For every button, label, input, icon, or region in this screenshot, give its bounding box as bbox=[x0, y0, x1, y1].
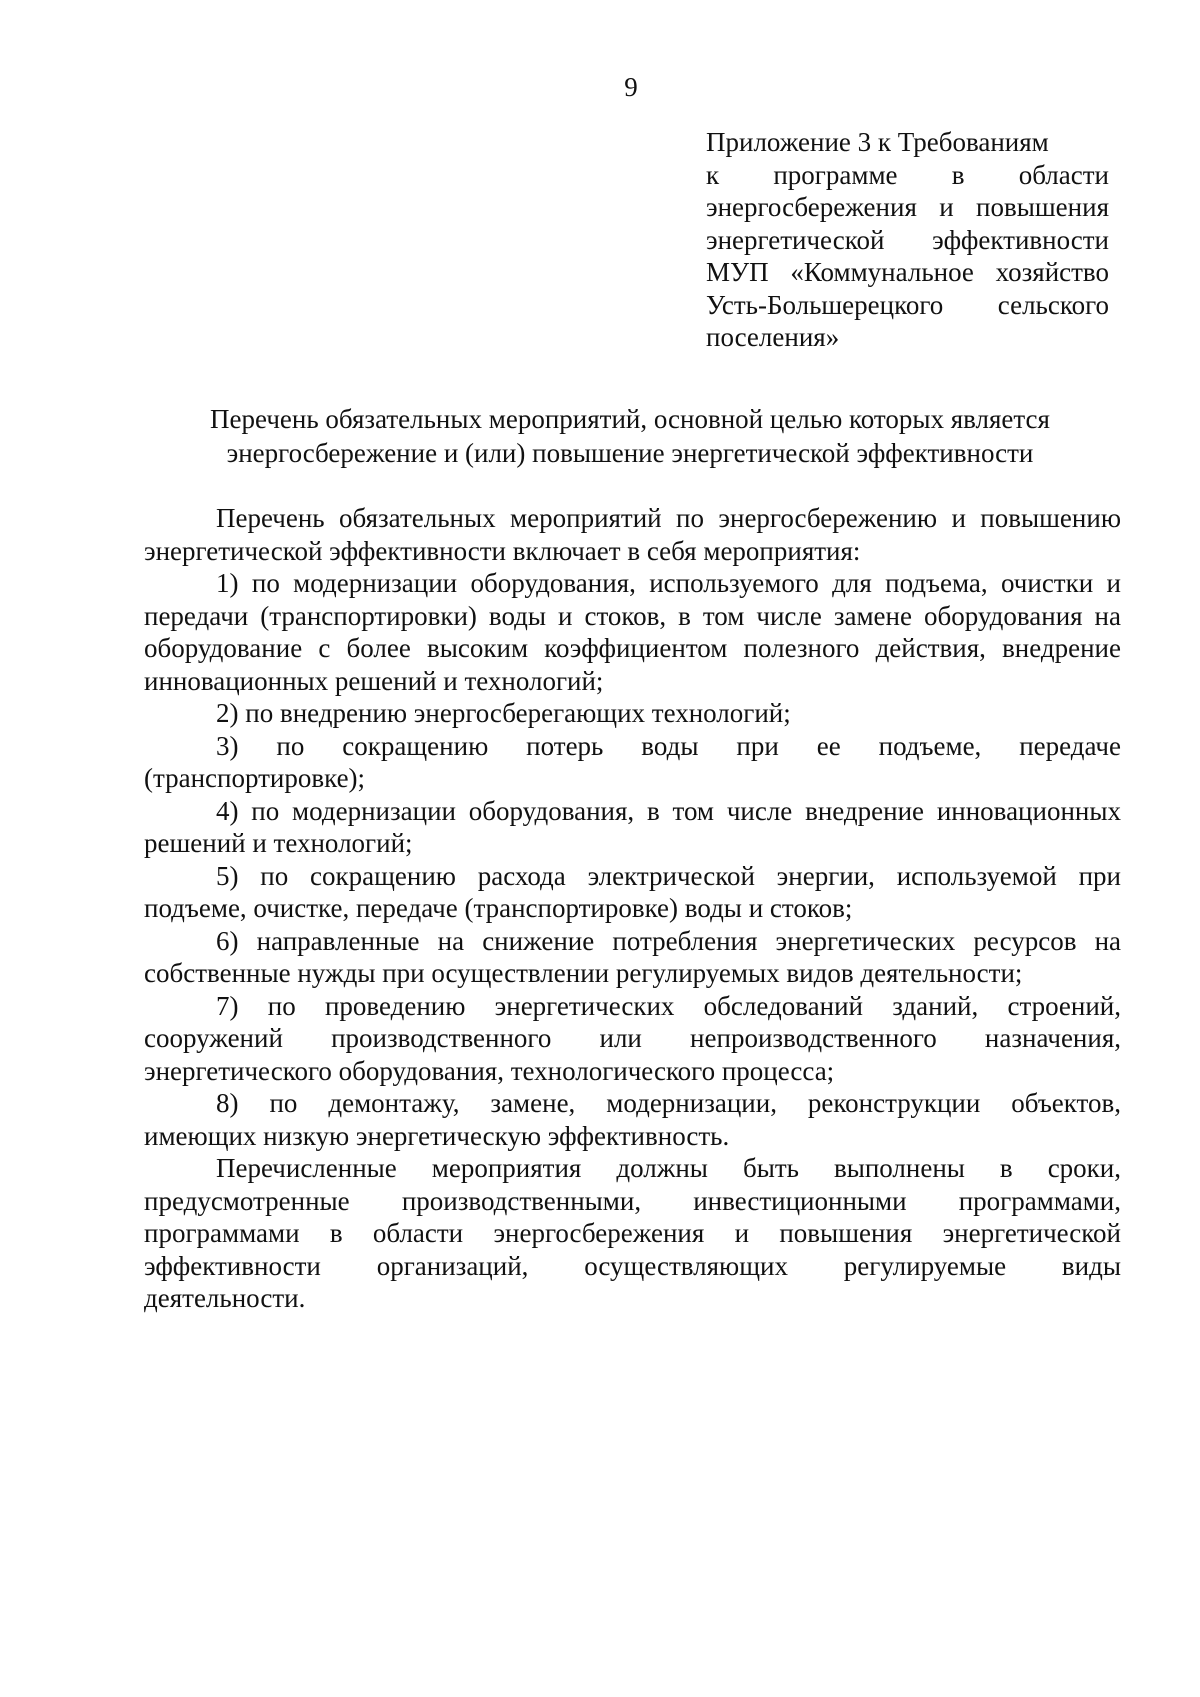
list-item-line: 8) по демонтажу, замене, модернизации, реконструкции объектов, bbox=[216, 1088, 1121, 1118]
list-item-line: 1) по модернизации оборудования, используемого для подъема, очистки и bbox=[216, 568, 1121, 598]
appendix-header bbox=[706, 126, 1109, 354]
paragraph-line: Перечень обязательных мероприятий по энергосбережению и повышению bbox=[216, 503, 1121, 533]
appendix-line: энергосбережения и повышения bbox=[706, 192, 1109, 222]
list-item-line: передачи (транспортировки) воды и стоков, в том числе замене оборудования на bbox=[144, 600, 1121, 631]
list-item-line: 4) по модернизации оборудования, в том числе внедрение инновационных bbox=[216, 795, 1121, 826]
title-line: энергосбережение и (или) повышение энергетической эффективности bbox=[226, 438, 1034, 468]
appendix-line: Приложение 3 к Требованиям bbox=[706, 127, 1049, 157]
paragraph-line: деятельности. bbox=[144, 1283, 306, 1313]
paragraph-line: энергетической эффективности включает в себя мероприятия: bbox=[144, 535, 861, 566]
appendix-line: энергетической эффективности bbox=[706, 224, 1109, 255]
appendix-line: к программе в области bbox=[706, 159, 1109, 190]
page-number: 9 bbox=[624, 72, 638, 102]
list-item-line: 6) направленные на снижение потребления энергетических ресурсов на bbox=[216, 925, 1121, 956]
list-item-line: собственные нужды при осуществлении регулируемых видов деятельности; bbox=[144, 958, 1023, 988]
body-text bbox=[144, 502, 1121, 1315]
list-item-line: 3) по сокращению потерь воды при ее подъеме, передаче bbox=[216, 730, 1121, 761]
title-line: Перечень обязательных мероприятий, основной целью которых является bbox=[210, 404, 1050, 434]
list-item-line: 5) по сокращению расхода электрической энергии, используемой при bbox=[216, 860, 1121, 891]
appendix-line: поселения» bbox=[706, 322, 840, 352]
list-item-line: 2) по внедрению энергосберегающих технологий; bbox=[216, 698, 791, 728]
list-item-line: решений и технологий; bbox=[144, 828, 413, 858]
paragraph-line: программами в области энергосбережения и повышения энергетической bbox=[144, 1218, 1121, 1248]
list-item-line: инновационных решений и технологий; bbox=[144, 665, 604, 696]
list-item-line: энергетического оборудования, технологического процесса; bbox=[144, 1055, 835, 1086]
list-item-line: сооружений производственного или непроизводственного назначения, bbox=[144, 1023, 1121, 1053]
list-item-line: (транспортировке); bbox=[144, 763, 366, 793]
appendix-line: Усть-Большерецкого сельского bbox=[706, 289, 1109, 320]
document-title bbox=[140, 402, 1120, 470]
list-item-line: имеющих низкую энергетическую эффективность. bbox=[144, 1120, 730, 1151]
paragraph-line: предусмотренные производственными, инвестиционными программами, bbox=[144, 1185, 1121, 1216]
paragraph-line: эффективности организаций, осуществляющих регулируемые виды bbox=[144, 1250, 1121, 1281]
list-item-line: 7) по проведению энергетических обследований зданий, строений, bbox=[216, 990, 1121, 1021]
list-item-line: подъеме, очистке, передаче (транспортировке) воды и стоков; bbox=[144, 893, 853, 923]
paragraph-line: Перечисленные мероприятия должны быть выполнены в сроки, bbox=[216, 1153, 1121, 1183]
appendix-line: МУП «Коммунальное хозяйство bbox=[706, 257, 1109, 287]
list-item-line: оборудование с более высоким коэффициентом полезного действия, внедрение bbox=[144, 633, 1121, 663]
